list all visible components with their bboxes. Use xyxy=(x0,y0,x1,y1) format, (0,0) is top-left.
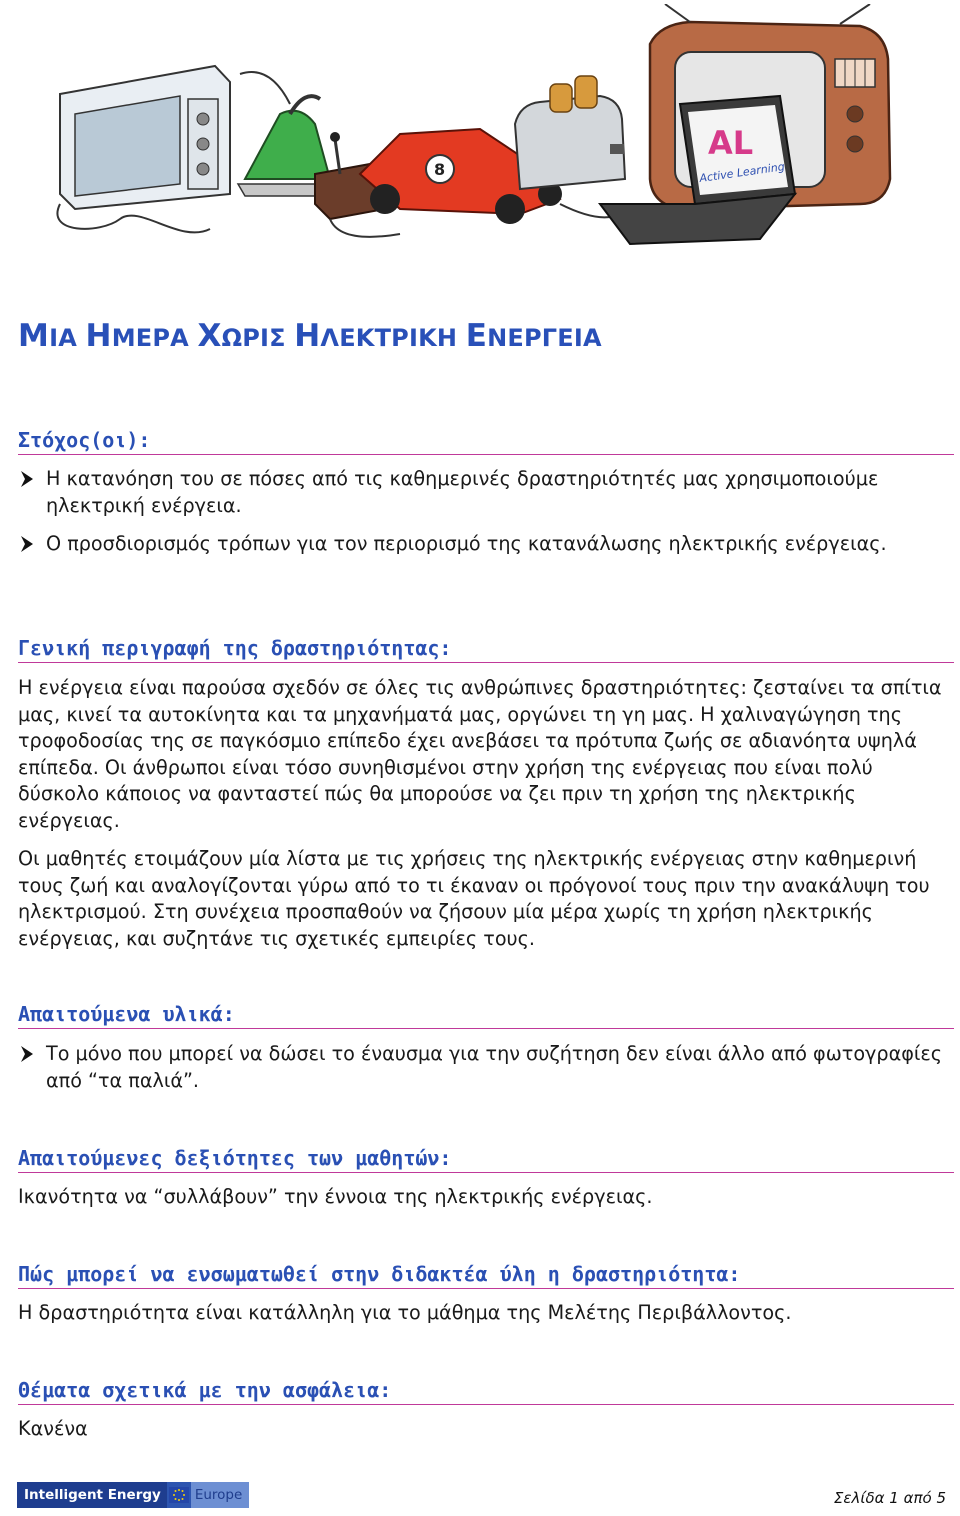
safety-heading: Θέματα σχετικά με την ασφάλεια: xyxy=(18,1378,954,1405)
description-heading: Γενική περιγραφή της δραστηριότητας: xyxy=(18,636,954,663)
skills-text: Ικανότητα να “συλλάβουν” την έννοια της ηλεκτρικής ενέργειας. xyxy=(18,1185,653,1208)
arrowhead-bullet-icon xyxy=(20,535,34,553)
microwave-icon xyxy=(57,66,230,232)
arrowhead-bullet-icon xyxy=(20,470,34,488)
materials-heading: Απαιτούμενα υλικά: xyxy=(18,1002,954,1029)
appliances-illustration xyxy=(40,4,920,260)
curriculum-heading: Πώς μπορεί να ενσωματωθεί στην διδακτέα ύλη η δραστηριότητα: xyxy=(18,1262,954,1289)
page-number: Σελίδα 1 από 5 xyxy=(833,1489,946,1507)
intelligent-energy-europe-logo: Intelligent Energy Europe xyxy=(17,1482,249,1508)
description-paragraph-1: Η ενέργεια είναι παρούσα σχεδόν σε όλες τις ανθρώπινες δραστηριότητες: ζεσταίνει τα σπίτια μας, κινεί τα αυτοκίνητα και τα μηχανήματά μας, οργώνει τη γη μας. Η χαλιναγώγηση της τροφοδοσίας της σε παγκόσμιο επίπεδο έχει ανεβάσει τα πρότυπα ζωής σε αδιανόητα υψηλά επίπεδα. Οι άνθρωποι είναι τόσο συνηθισμένοι στην χρήση της ενέργειας που είναι πολύ δύσκολο κάποιος να φανταστεί πώς θα μπορούσε να ζει πριν τη χρήση της ηλεκτρικής ενέργειας. xyxy=(18,676,942,832)
toaster-icon xyxy=(515,76,625,189)
eu-flag-icon xyxy=(167,1482,191,1508)
goals-heading: Στόχος(οι): xyxy=(18,428,954,455)
svg-text:8: 8 xyxy=(434,160,446,179)
laptop-logo: AL xyxy=(708,124,754,162)
goals-list xyxy=(18,466,948,558)
list-item: Ο προσδιορισμός τρόπων για τον περιορισμό της κατανάλωσης ηλεκτρικής ενέργειας. xyxy=(18,531,948,558)
curriculum-text: Η δραστηριότητα είναι κατάλληλη για το μάθημα της Μελέτης Περιβάλλοντος. xyxy=(18,1301,792,1324)
laptop-icon xyxy=(600,96,795,244)
list-item: Το μόνο που μπορεί να δώσει το έναυσμα για την συζήτηση δεν είναι άλλο από φωτογραφίες από “τα παλιά”. xyxy=(18,1041,948,1094)
description-paragraph-2: Οι μαθητές ετοιμάζουν μία λίστα με τις χρήσεις της ηλεκτρικής ενέργειας στην καθημερινή τους ζωή και αναλογίζονται γύρω από το τι έκαναν οι πρόγονοί τους πριν την ανακάλυψη του ηλεκτρισμού. Στη συνέχεια προσπαθούν να ζήσουν μία μέρα χωρίς τη χρήση ηλεκτρικής ενέργειας, και συζητάνε τις σχετικές εμπειρίες τους. xyxy=(18,847,930,950)
skills-heading: Απαιτούμενες δεξιότητες των μαθητών: xyxy=(18,1146,954,1173)
list-item: Η κατανόηση του σε πόσες από τις καθημερινές δραστηριότητές μας χρησιμοποιούμε ηλεκτρική ενέργεια. xyxy=(18,466,948,519)
safety-text: Κανένα xyxy=(18,1417,88,1440)
laptop-caption: Active Learning xyxy=(698,160,786,185)
page-title: ΜΙΑ ΗΜΕΡΑ ΧΩΡΙΣ ΗΛΕΚΤΡΙΚΗ ΕΝΕΡΓΕΙΑ xyxy=(18,318,602,354)
arrowhead-bullet-icon xyxy=(20,1045,34,1063)
materials-list xyxy=(18,1041,948,1094)
